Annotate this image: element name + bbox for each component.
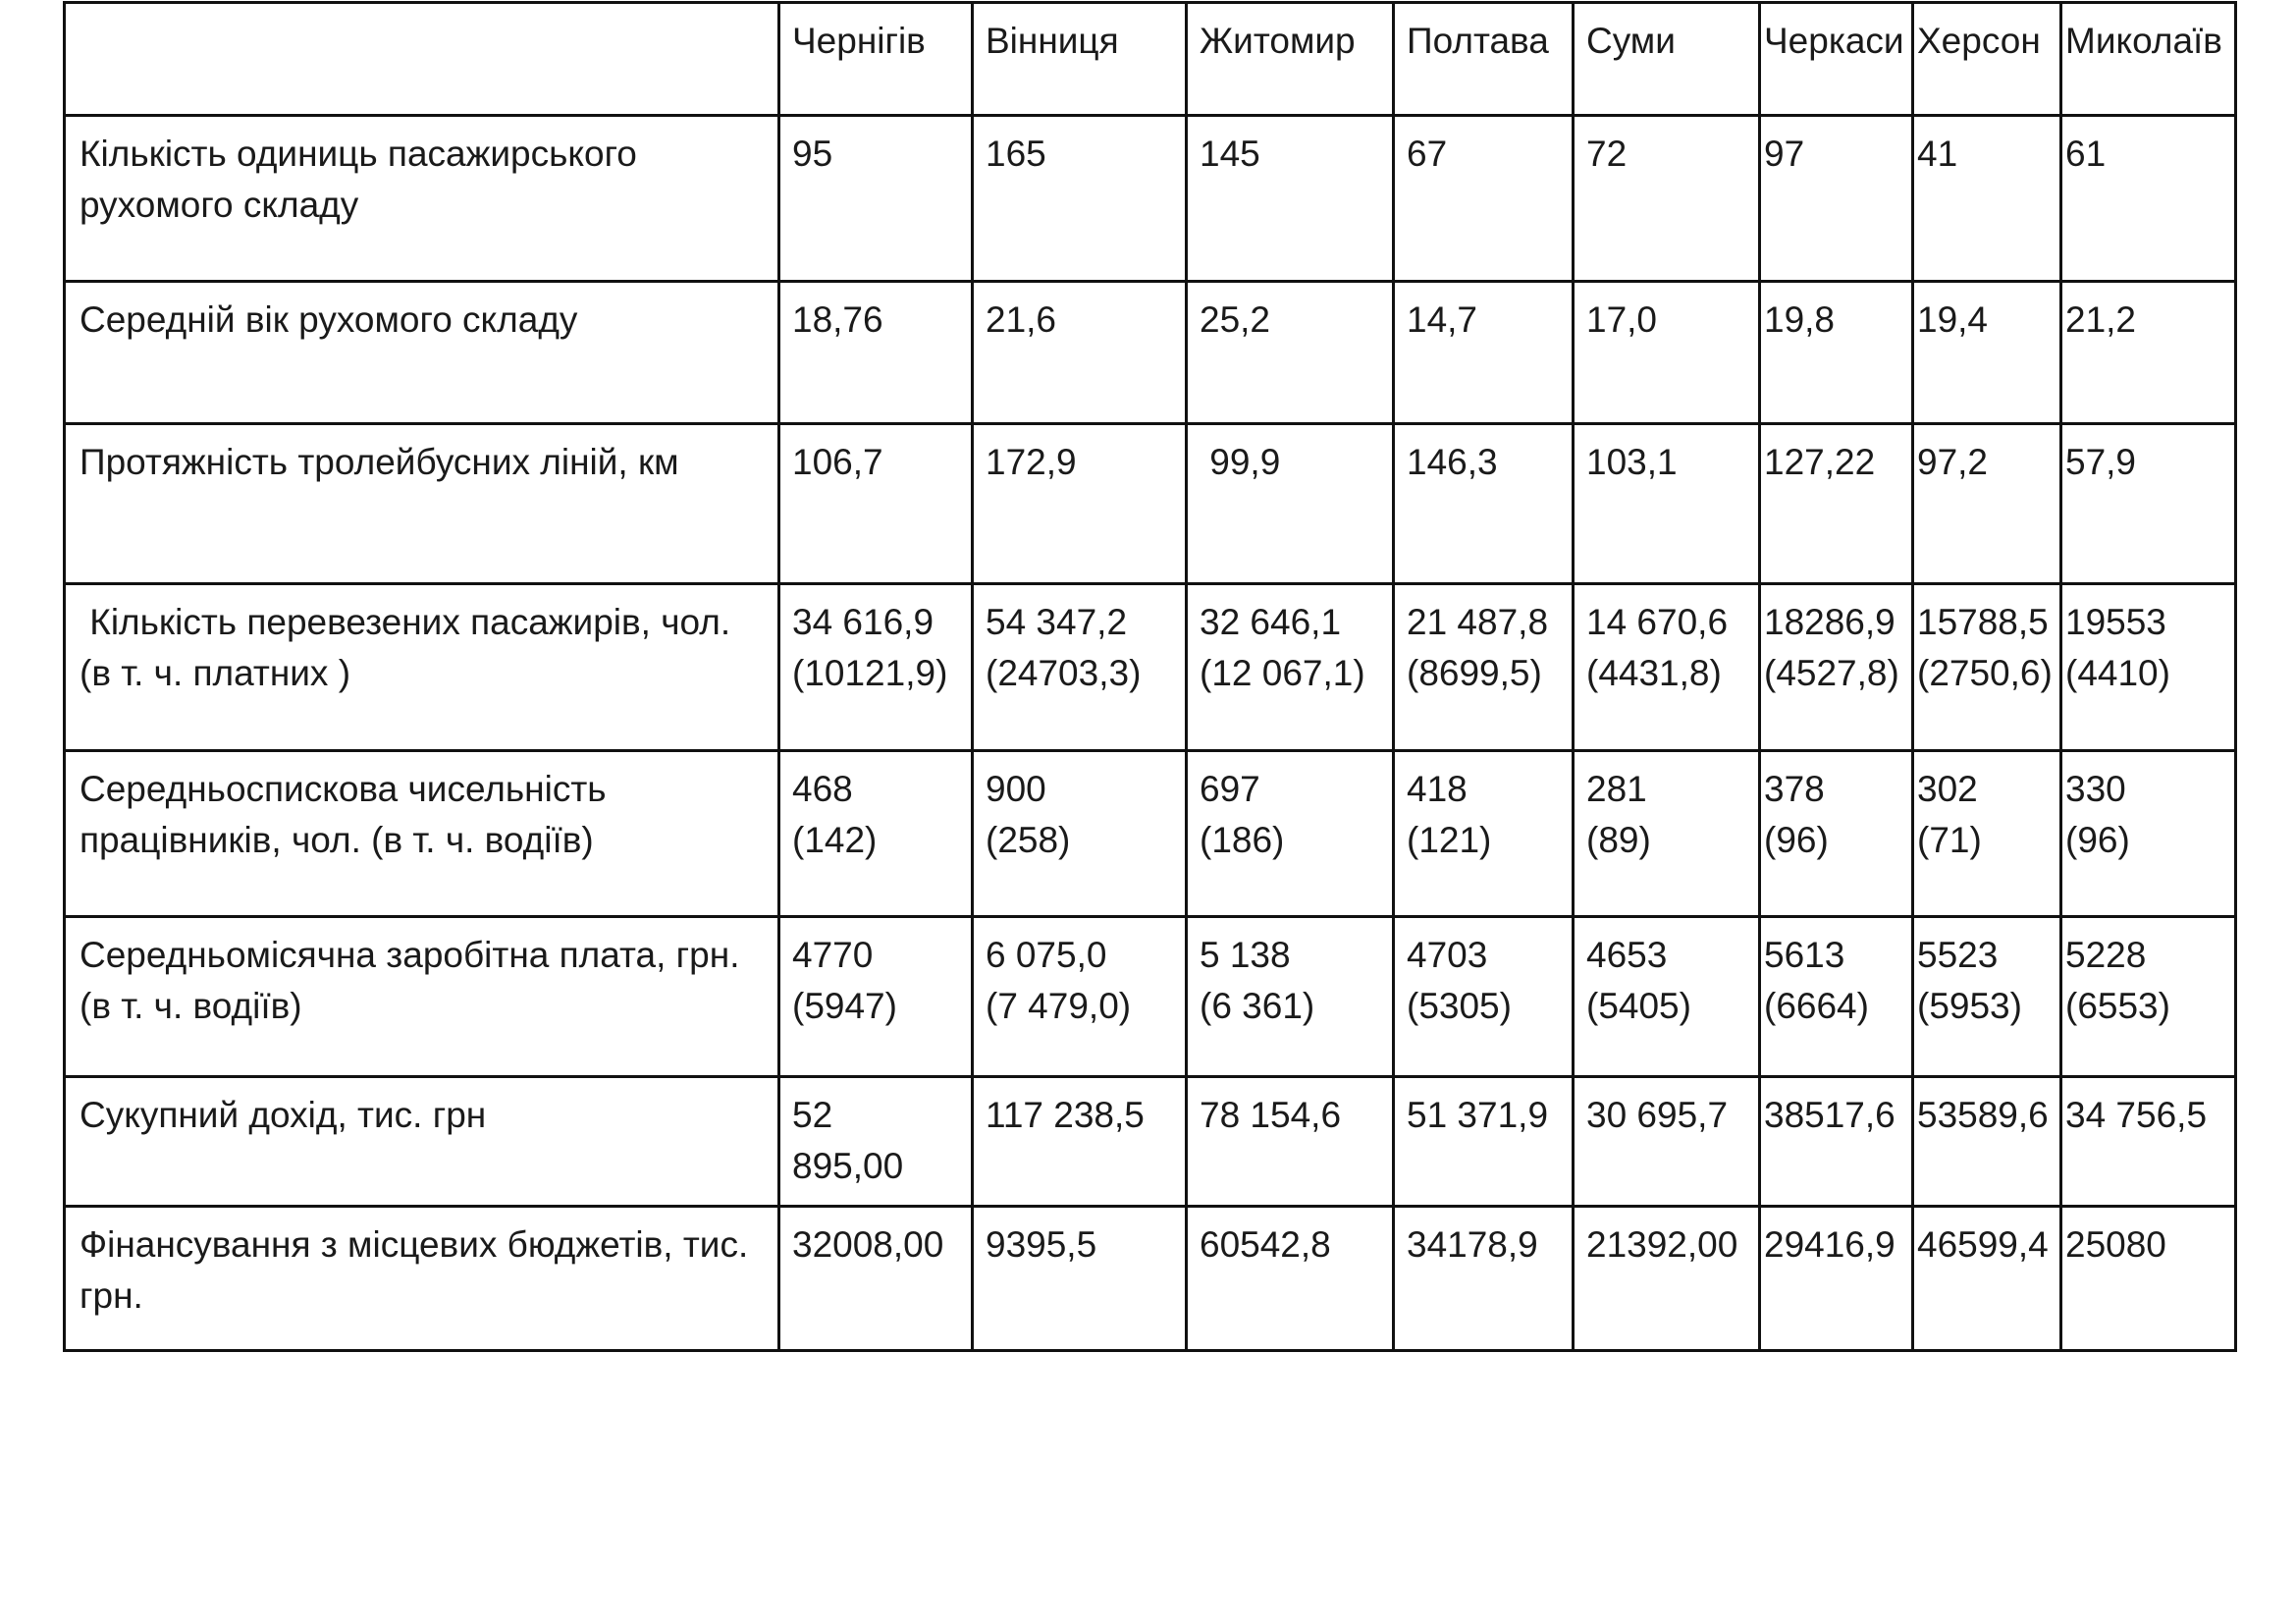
table-cell: 4770 (5947) xyxy=(779,917,973,1077)
data-table xyxy=(63,1,2237,1352)
table-row xyxy=(65,424,2236,584)
table-cell: 165 xyxy=(973,116,1187,282)
table-cell: 61 xyxy=(2061,116,2236,282)
table-cell: 34 616,9 (10121,9) xyxy=(779,584,973,751)
table-cell: 145 xyxy=(1187,116,1394,282)
table-cell: 21,2 xyxy=(2061,282,2236,424)
table-cell: 5523 (5953) xyxy=(1913,917,2061,1077)
header-city-zhytomyr: Житомир xyxy=(1187,3,1394,116)
table-cell: 72 xyxy=(1574,116,1760,282)
header-city-mykolaiv: Миколаїв xyxy=(2061,3,2236,116)
table-cell: 30 695,7 xyxy=(1574,1077,1760,1207)
table-cell: 18286,9 (4527,8) xyxy=(1760,584,1913,751)
table-cell: 378 (96) xyxy=(1760,751,1913,917)
table-cell: 146,3 xyxy=(1394,424,1574,584)
header-city-kherson: Херсон xyxy=(1913,3,2061,116)
table-cell: 5613 (6664) xyxy=(1760,917,1913,1077)
table-cell: 6 075,0 (7 479,0) xyxy=(973,917,1187,1077)
row-label: Середній вік рухомого складу xyxy=(65,282,779,424)
header-row xyxy=(65,3,2236,116)
table-cell: 21,6 xyxy=(973,282,1187,424)
header-city-poltava: Полтава xyxy=(1394,3,1574,116)
table-cell: 97,2 xyxy=(1913,424,2061,584)
table-cell: 95 xyxy=(779,116,973,282)
table-cell: 60542,8 xyxy=(1187,1207,1394,1351)
table-cell: 15788,5 (2750,6) xyxy=(1913,584,2061,751)
table-cell: 57,9 xyxy=(2061,424,2236,584)
table-cell: 19553 (4410) xyxy=(2061,584,2236,751)
table-row xyxy=(65,1207,2236,1351)
table-cell: 900 (258) xyxy=(973,751,1187,917)
header-city-chernihiv: Чернігів xyxy=(779,3,973,116)
corner-cell xyxy=(65,3,779,116)
table-cell: 38517,6 xyxy=(1760,1077,1913,1207)
table-cell: 32 646,1 (12 067,1) xyxy=(1187,584,1394,751)
header-city-cherkasy: Черкаси xyxy=(1760,3,1913,116)
table-cell: 330 (96) xyxy=(2061,751,2236,917)
table-cell: 51 371,9 xyxy=(1394,1077,1574,1207)
row-label: Кількість перевезених пасажирів, чол. (в т. ч. платних ) xyxy=(65,584,779,751)
table-cell: 78 154,6 xyxy=(1187,1077,1394,1207)
row-label: Середньомісячна заробітна плата, грн. (в т. ч. водіїв) xyxy=(65,917,779,1077)
table-cell: 53589,6 xyxy=(1913,1077,2061,1207)
row-label: Фінансування з місцевих бюджетів, тис. грн. xyxy=(65,1207,779,1351)
table-cell: 25080 xyxy=(2061,1207,2236,1351)
table-cell: 418 (121) xyxy=(1394,751,1574,917)
table-row xyxy=(65,751,2236,917)
table-cell: 34178,9 xyxy=(1394,1207,1574,1351)
table-cell: 19,8 xyxy=(1760,282,1913,424)
table-cell: 19,4 xyxy=(1913,282,2061,424)
header-city-sumy: Суми xyxy=(1574,3,1760,116)
table-cell: 99,9 xyxy=(1187,424,1394,584)
table-cell: 52 895,00 xyxy=(779,1077,973,1207)
table-cell: 21 487,8 (8699,5) xyxy=(1394,584,1574,751)
table-cell: 46599,4 xyxy=(1913,1207,2061,1351)
table-row xyxy=(65,1077,2236,1207)
table-cell: 4653 (5405) xyxy=(1574,917,1760,1077)
table-cell: 697 (186) xyxy=(1187,751,1394,917)
table-cell: 97 xyxy=(1760,116,1913,282)
table-row xyxy=(65,917,2236,1077)
table-cell: 281 (89) xyxy=(1574,751,1760,917)
table-cell: 4703 (5305) xyxy=(1394,917,1574,1077)
table-cell: 21392,00 xyxy=(1574,1207,1760,1351)
table-cell: 32008,00 xyxy=(779,1207,973,1351)
header-city-vinnytsia: Вінниця xyxy=(973,3,1187,116)
table-cell: 468 (142) xyxy=(779,751,973,917)
table-cell: 14 670,6 (4431,8) xyxy=(1574,584,1760,751)
table-cell: 106,7 xyxy=(779,424,973,584)
row-label: Кількість одиниць пасажирського рухомого складу xyxy=(65,116,779,282)
table-cell: 25,2 xyxy=(1187,282,1394,424)
table-cell: 41 xyxy=(1913,116,2061,282)
table-row xyxy=(65,116,2236,282)
table-cell: 5 138 (6 361) xyxy=(1187,917,1394,1077)
table-row xyxy=(65,282,2236,424)
table-cell: 103,1 xyxy=(1574,424,1760,584)
table-cell: 5228 (6553) xyxy=(2061,917,2236,1077)
row-label: Протяжність тролейбусних ліній, км xyxy=(65,424,779,584)
table-cell: 302 (71) xyxy=(1913,751,2061,917)
table-cell: 34 756,5 xyxy=(2061,1077,2236,1207)
table-cell: 172,9 xyxy=(973,424,1187,584)
table-cell: 127,22 xyxy=(1760,424,1913,584)
table-cell: 17,0 xyxy=(1574,282,1760,424)
table-cell: 9395,5 xyxy=(973,1207,1187,1351)
row-label: Середньоспискова чисельність працівників, чол. (в т. ч. водіїв) xyxy=(65,751,779,917)
table-cell: 117 238,5 xyxy=(973,1077,1187,1207)
row-label: Сукупний дохід, тис. грн xyxy=(65,1077,779,1207)
table-cell: 54 347,2 (24703,3) xyxy=(973,584,1187,751)
table-cell: 29416,9 xyxy=(1760,1207,1913,1351)
table-cell: 67 xyxy=(1394,116,1574,282)
table-cell: 18,76 xyxy=(779,282,973,424)
table-cell: 14,7 xyxy=(1394,282,1574,424)
table-row xyxy=(65,584,2236,751)
